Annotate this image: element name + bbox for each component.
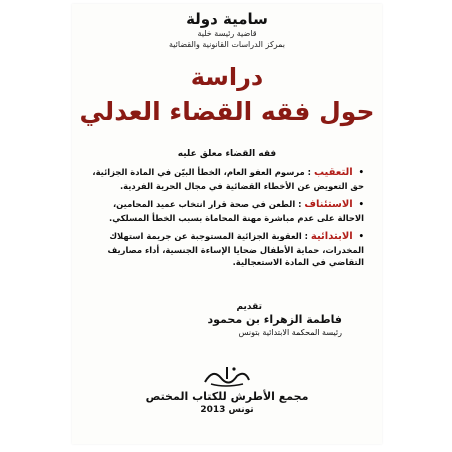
section-line: : مرسوم العفو العام، الخطأ البيّن في المادة الجزائية، <box>92 167 312 177</box>
section-heading: الاستئناف <box>304 199 353 210</box>
section-line: : الطعن في صحة قرار انتخاب عميد المحامين، <box>112 199 302 209</box>
book-cover <box>72 4 382 444</box>
presenter-name: فاطمة الزهراء بن محمود <box>207 313 342 326</box>
publisher-block <box>72 364 382 416</box>
author-title: قاضية رئيسة خلية <box>197 29 257 38</box>
section-cassation <box>86 166 364 192</box>
section-first-instance <box>86 230 364 269</box>
bullet-icon: • <box>358 167 364 177</box>
section-line: المخدرات، حماية الأطفال ضحايا الإساءة الجنسية، أداء مصاريف <box>107 244 364 255</box>
author-name: سامية دولة <box>186 10 268 28</box>
presenter-role: رئيسة المحكمة الابتدائية بتونس <box>238 328 342 337</box>
publisher-logo-icon <box>201 364 253 390</box>
section-line: التقاضي في المادة الاستعجالية. <box>232 257 364 267</box>
presenter-block <box>112 302 342 339</box>
section-line: الاحالة على عدم مباشرة مهنة المحاماة بسبب الخطأ المسلكي. <box>109 212 364 223</box>
section-heading: التعقيب <box>313 167 353 178</box>
presenter-label: تقديم <box>236 302 262 312</box>
publisher-city-year: تونس 2013 <box>200 405 254 415</box>
publisher-name: مجمع الأطرش للكتاب المختص <box>145 390 309 403</box>
section-heading: الابتدائية <box>310 231 353 242</box>
bullet-icon: • <box>358 199 364 209</box>
section-line: : العقوبة الجزائية المستوجبة عن جريمة استهلاك <box>109 231 308 241</box>
author-block <box>72 10 382 50</box>
book-title-line1: دراسة <box>190 63 264 91</box>
section-appeal <box>86 198 364 224</box>
book-subtitle: فقه القضاء معلق عليه <box>177 149 277 159</box>
book-title-line2: حول فقه القضاء العدلي <box>79 97 375 126</box>
sections-list <box>86 166 364 275</box>
section-line: حق التعويض عن الأخطاء القضائية في مجال الحرية الفردية. <box>120 180 364 191</box>
author-affiliation: بمركز الدراسات القانونية والقضائية <box>168 40 286 49</box>
bullet-icon: • <box>358 231 364 241</box>
